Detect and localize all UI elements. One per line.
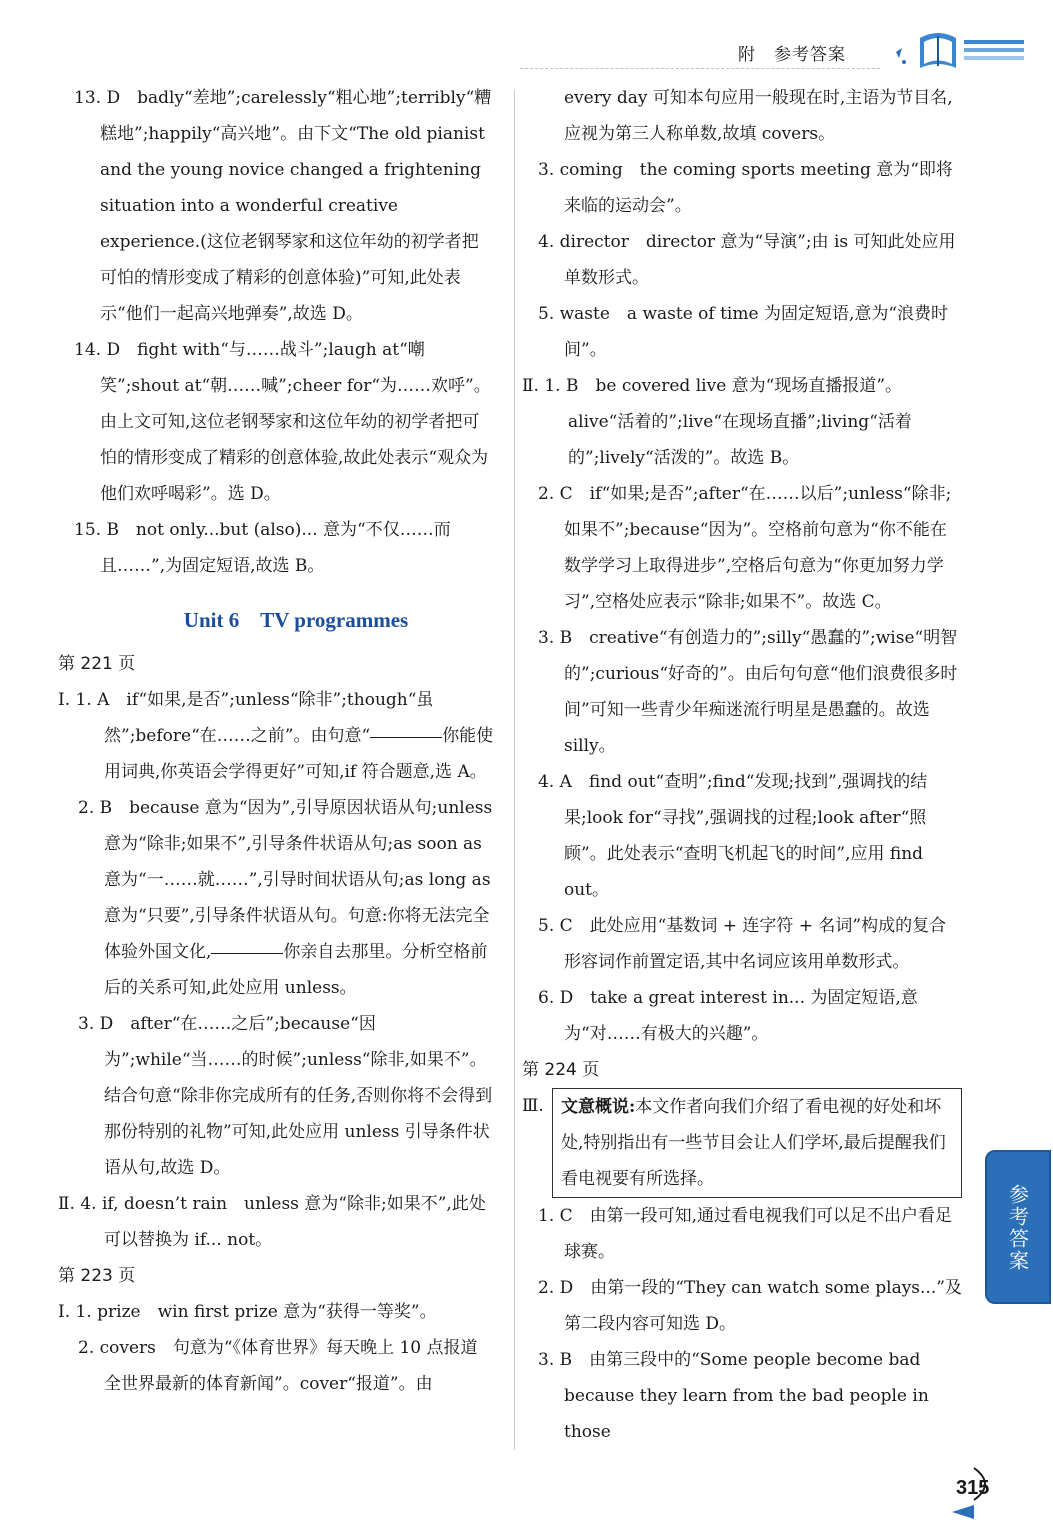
- answer-entry: [58, 682, 494, 790]
- answer-text: 13. D badly“差地”;carelessly“粗心地”;terribly“糟糕地”;happily“高兴地”。由下文“The old pianist and the young novice changed a frightening situation into a wonderful creative experience.(这位老钢琴家和这位年幼的初学者把可怕的情形变成了精彩的创意体验)”可知,此处表示“他们一起高兴地弹奏”,故选 D。: [74, 88, 492, 324]
- summary-box: [552, 1088, 962, 1198]
- answer-entry: [522, 368, 962, 476]
- answer-entry: [58, 512, 494, 584]
- answer-entry: [58, 790, 494, 1006]
- answer-text: Ⅱ. 1. B be covered live 意为“现场直播报道”。alive“活着的”;live“在现场直播”;living“活着的”;lively“活泼的”。故选 B。: [522, 376, 912, 468]
- answer-text: 5. waste a waste of time 为固定短语,意为“浪费时间”。: [538, 304, 949, 360]
- answer-text: 你能使用词典,你英语会学得更好”可知,if 符合题意,选 A。: [104, 726, 494, 782]
- answer-entry: [58, 1006, 494, 1186]
- answer-text: 6. D take a great interest in... 为固定短语,意为“对……有极大的兴趣”。: [538, 988, 918, 1044]
- answer-text: Ⅱ. 4. if, doesn’t rain unless 意为“除非;如果不”,此处可以替换为 if... not。: [58, 1194, 486, 1250]
- answer-text: 2. covers 句意为“《体育世界》每天晚上 10 点报道全世界最新的体育新闻”。cover“报道”。由: [78, 1338, 478, 1394]
- answer-entry: [522, 1198, 962, 1270]
- header-label: 附 参考答案: [738, 45, 846, 65]
- answer-text: 2. C if“如果;是否”;after“在……以后”;unless“除非;如果不”;because“因为”。空格前句意为“你不能在数学学习上取得进步”,空格后句意为“你更加努力学习”,空格处应表示“除非;如果不”。故选 C。: [538, 484, 952, 612]
- answer-text: 3. coming the coming sports meeting 意为“即将来临的运动会”。: [538, 160, 953, 216]
- page-heading: 第 221 页: [58, 654, 136, 674]
- answer-text: 14. D fight with“与……战斗”;laugh at“嘲笑”;shout at“朝……喊”;cheer for“为……欢呼”。由上文可知,这位老钢琴家和这位年幼的初学者把可怕的情形变成了精彩的创意体验,故此处表示“观众为他们欢呼喝彩”。选 D。: [74, 340, 491, 504]
- right-column: [522, 80, 962, 1450]
- answer-text: 3. D after“在……之后”;because“因为”;while“当……的时候”;unless“除非,如果不”。结合句意“除非你完成所有的任务,否则你将不会得到那份特别的礼物”可知,此处应用 unless 引导条件状语从句,故选 D。: [78, 1014, 493, 1178]
- unit-title: Unit 6 TV programmes: [183, 608, 409, 632]
- page-heading: 第 224 页: [522, 1060, 600, 1080]
- answer-text: 4. A find out“查明”;find“发现;找到”,强调找的结果;look for“寻找”,强调找的过程;look after“照顾”。此处表示“查明飞机起飞的时间”,应用 find out。: [538, 772, 928, 900]
- answer-text: 1. C 由第一段可知,通过看电视我们可以足不出户看足球赛。: [538, 1206, 953, 1262]
- answer-text: Ⅰ. 1. A if“如果,是否”;unless“除非”;though“虽然”;before“在……之前”。由句意“: [58, 690, 434, 746]
- answer-entry: [522, 620, 962, 764]
- side-tab-label: 参考答案: [1005, 1184, 1030, 1272]
- answer-text: Ⅰ. 1. prize win first prize 意为“获得一等奖”。: [58, 1302, 437, 1322]
- book-logo-icon: [890, 28, 1030, 72]
- answer-entry: [58, 80, 494, 332]
- answer-entry: [58, 1294, 494, 1330]
- answer-text: 2. D 由第一段的“They can watch some plays...”及第二段内容可知选 D。: [538, 1278, 962, 1334]
- section-number: Ⅲ.: [522, 1096, 544, 1116]
- summary-label: 文意概说:: [561, 1097, 636, 1117]
- answer-text: 4. director director 意为“导演”;由 is 可知此处应用单数形式。: [538, 232, 956, 288]
- answer-entry: [522, 476, 962, 620]
- header-rule: [520, 68, 880, 69]
- page-heading: 第 223 页: [58, 1266, 136, 1286]
- answer-entry: [58, 1186, 494, 1258]
- answer-text: 15. B not only...but (also)... 意为“不仅……而且……”,为固定短语,故选 B。: [74, 520, 451, 576]
- answer-text: every day 可知本句应用一般现在时,主语为节目名,应视为第三人称单数,故填 covers。: [564, 88, 953, 144]
- answer-entry: [522, 1270, 962, 1342]
- answer-text: 5. C 此处应用“基数词 + 连字符 + 名词”构成的复合形容词作前置定语,其中名词应该用单数形式。: [538, 916, 947, 972]
- side-tab: [985, 1150, 1051, 1304]
- answer-blank: [370, 736, 442, 738]
- answer-entry: [522, 908, 962, 980]
- answer-entry: [522, 980, 962, 1052]
- page-number: 315: [956, 1477, 990, 1499]
- answer-entry: [522, 224, 962, 296]
- answer-entry: [58, 1330, 494, 1402]
- answer-entry: [58, 332, 494, 512]
- answer-text: 3. B creative“有创造力的”;silly“愚蠢的”;wise“明智的”;curious“好奇的”。由后句句意“他们浪费很多时间”可知一些青少年痴迷流行明星是愚蠢的。故选 silly。: [538, 628, 958, 756]
- answer-blank: [211, 952, 283, 954]
- answer-text: 2. B because 意为“因为”,引导原因状语从句;unless 意为“除非;如果不”,引导条件状语从句;as soon as 意为“一……就……”,引导时间状语从句;as long as 意为“只要”,引导条件状语从句。句意:你将无法完全体验外国文化,: [78, 798, 493, 962]
- summary-section: [522, 1088, 962, 1198]
- answer-text: 你亲自去那里。分析空格前后的关系可知,此处应用 unless。: [104, 942, 488, 998]
- answer-entry: [522, 1342, 962, 1450]
- summary-text: 本文作者向我们介绍了看电视的好处和坏处,特别指出有一些节目会让人们学坏,最后提醒我们看电视要有所选择。: [561, 1097, 946, 1189]
- answer-text: 3. B 由第三段中的“Some people become bad because they learn from the bad people in those: [538, 1350, 929, 1442]
- column-divider: [514, 90, 515, 1450]
- answer-entry: [522, 764, 962, 908]
- answer-entry: [522, 80, 962, 152]
- answer-entry: [522, 152, 962, 224]
- answer-entry: [522, 296, 962, 368]
- page-marker-icon: [952, 1505, 982, 1519]
- left-column: [58, 80, 494, 1402]
